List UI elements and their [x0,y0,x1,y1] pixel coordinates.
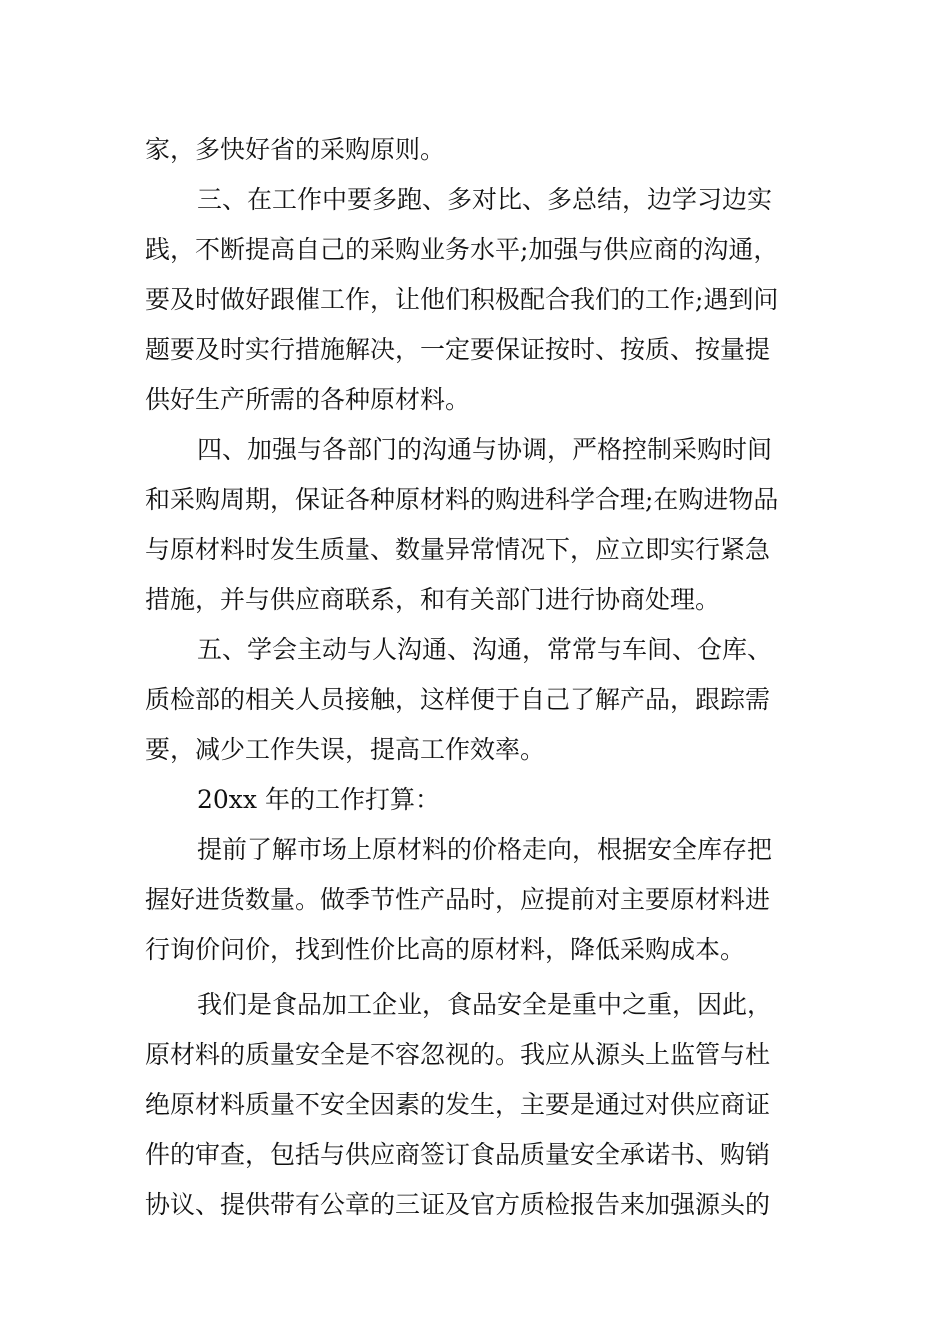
text-line: 原材料的质量安全是不容忽视的。我应从源头上监管与杜 [145,1040,771,1069]
section-heading: 20xx 年的工作打算： [197,785,440,814]
text-line: 供好生产所需的各种原材料。 [145,385,471,414]
text-line: 件的审查，包括与供应商签订食品质量安全承诺书、购销 [145,1140,771,1169]
text-line: 和采购周期，保证各种原材料的购进科学合理;在购进物品 [145,485,779,514]
text-line: 要及时做好跟催工作，让他们积极配合我们的工作;遇到问 [145,285,779,314]
text-line: 绝原材料质量不安全因素的发生，主要是通过对供应商证 [145,1090,771,1119]
text-line: 要，减少工作失误，提高工作效率。 [145,735,546,764]
text-line: 家，多快好省的采购原则。 [145,135,446,164]
text-line: 践，不断提高自己的采购业务水平;加强与供应商的沟通， [145,235,779,264]
text-line: 题要及时实行措施解决，一定要保证按时、按质、按量提 [145,335,771,364]
text-line: 五、学会主动与人沟通、沟通，常常与车间、仓库、 [197,635,773,664]
text-line: 质检部的相关人员接触，这样便于自己了解产品，跟踪需 [145,685,771,714]
text-line: 四、加强与各部门的沟通与协调，严格控制采购时间 [197,435,773,464]
text-line: 我们是食品加工企业，食品安全是重中之重，因此， [197,990,773,1019]
text-line: 提前了解市场上原材料的价格走向，根据安全库存把 [197,835,773,864]
text-line: 协议、提供带有公章的三证及官方质检报告来加强源头的 [145,1190,771,1219]
text-line: 握好进货数量。做季节性产品时，应提前对主要原材料进 [145,885,771,914]
text-line: 三、在工作中要多跑、多对比、多总结，边学习边实 [197,185,773,214]
text-line: 行询价问价，找到性价比高的原材料，降低采购成本。 [145,935,746,964]
text-line: 措施，并与供应商联系，和有关部门进行协商处理。 [145,585,721,614]
text-line: 与原材料时发生质量、数量异常情况下，应立即实行紧急 [145,535,771,564]
